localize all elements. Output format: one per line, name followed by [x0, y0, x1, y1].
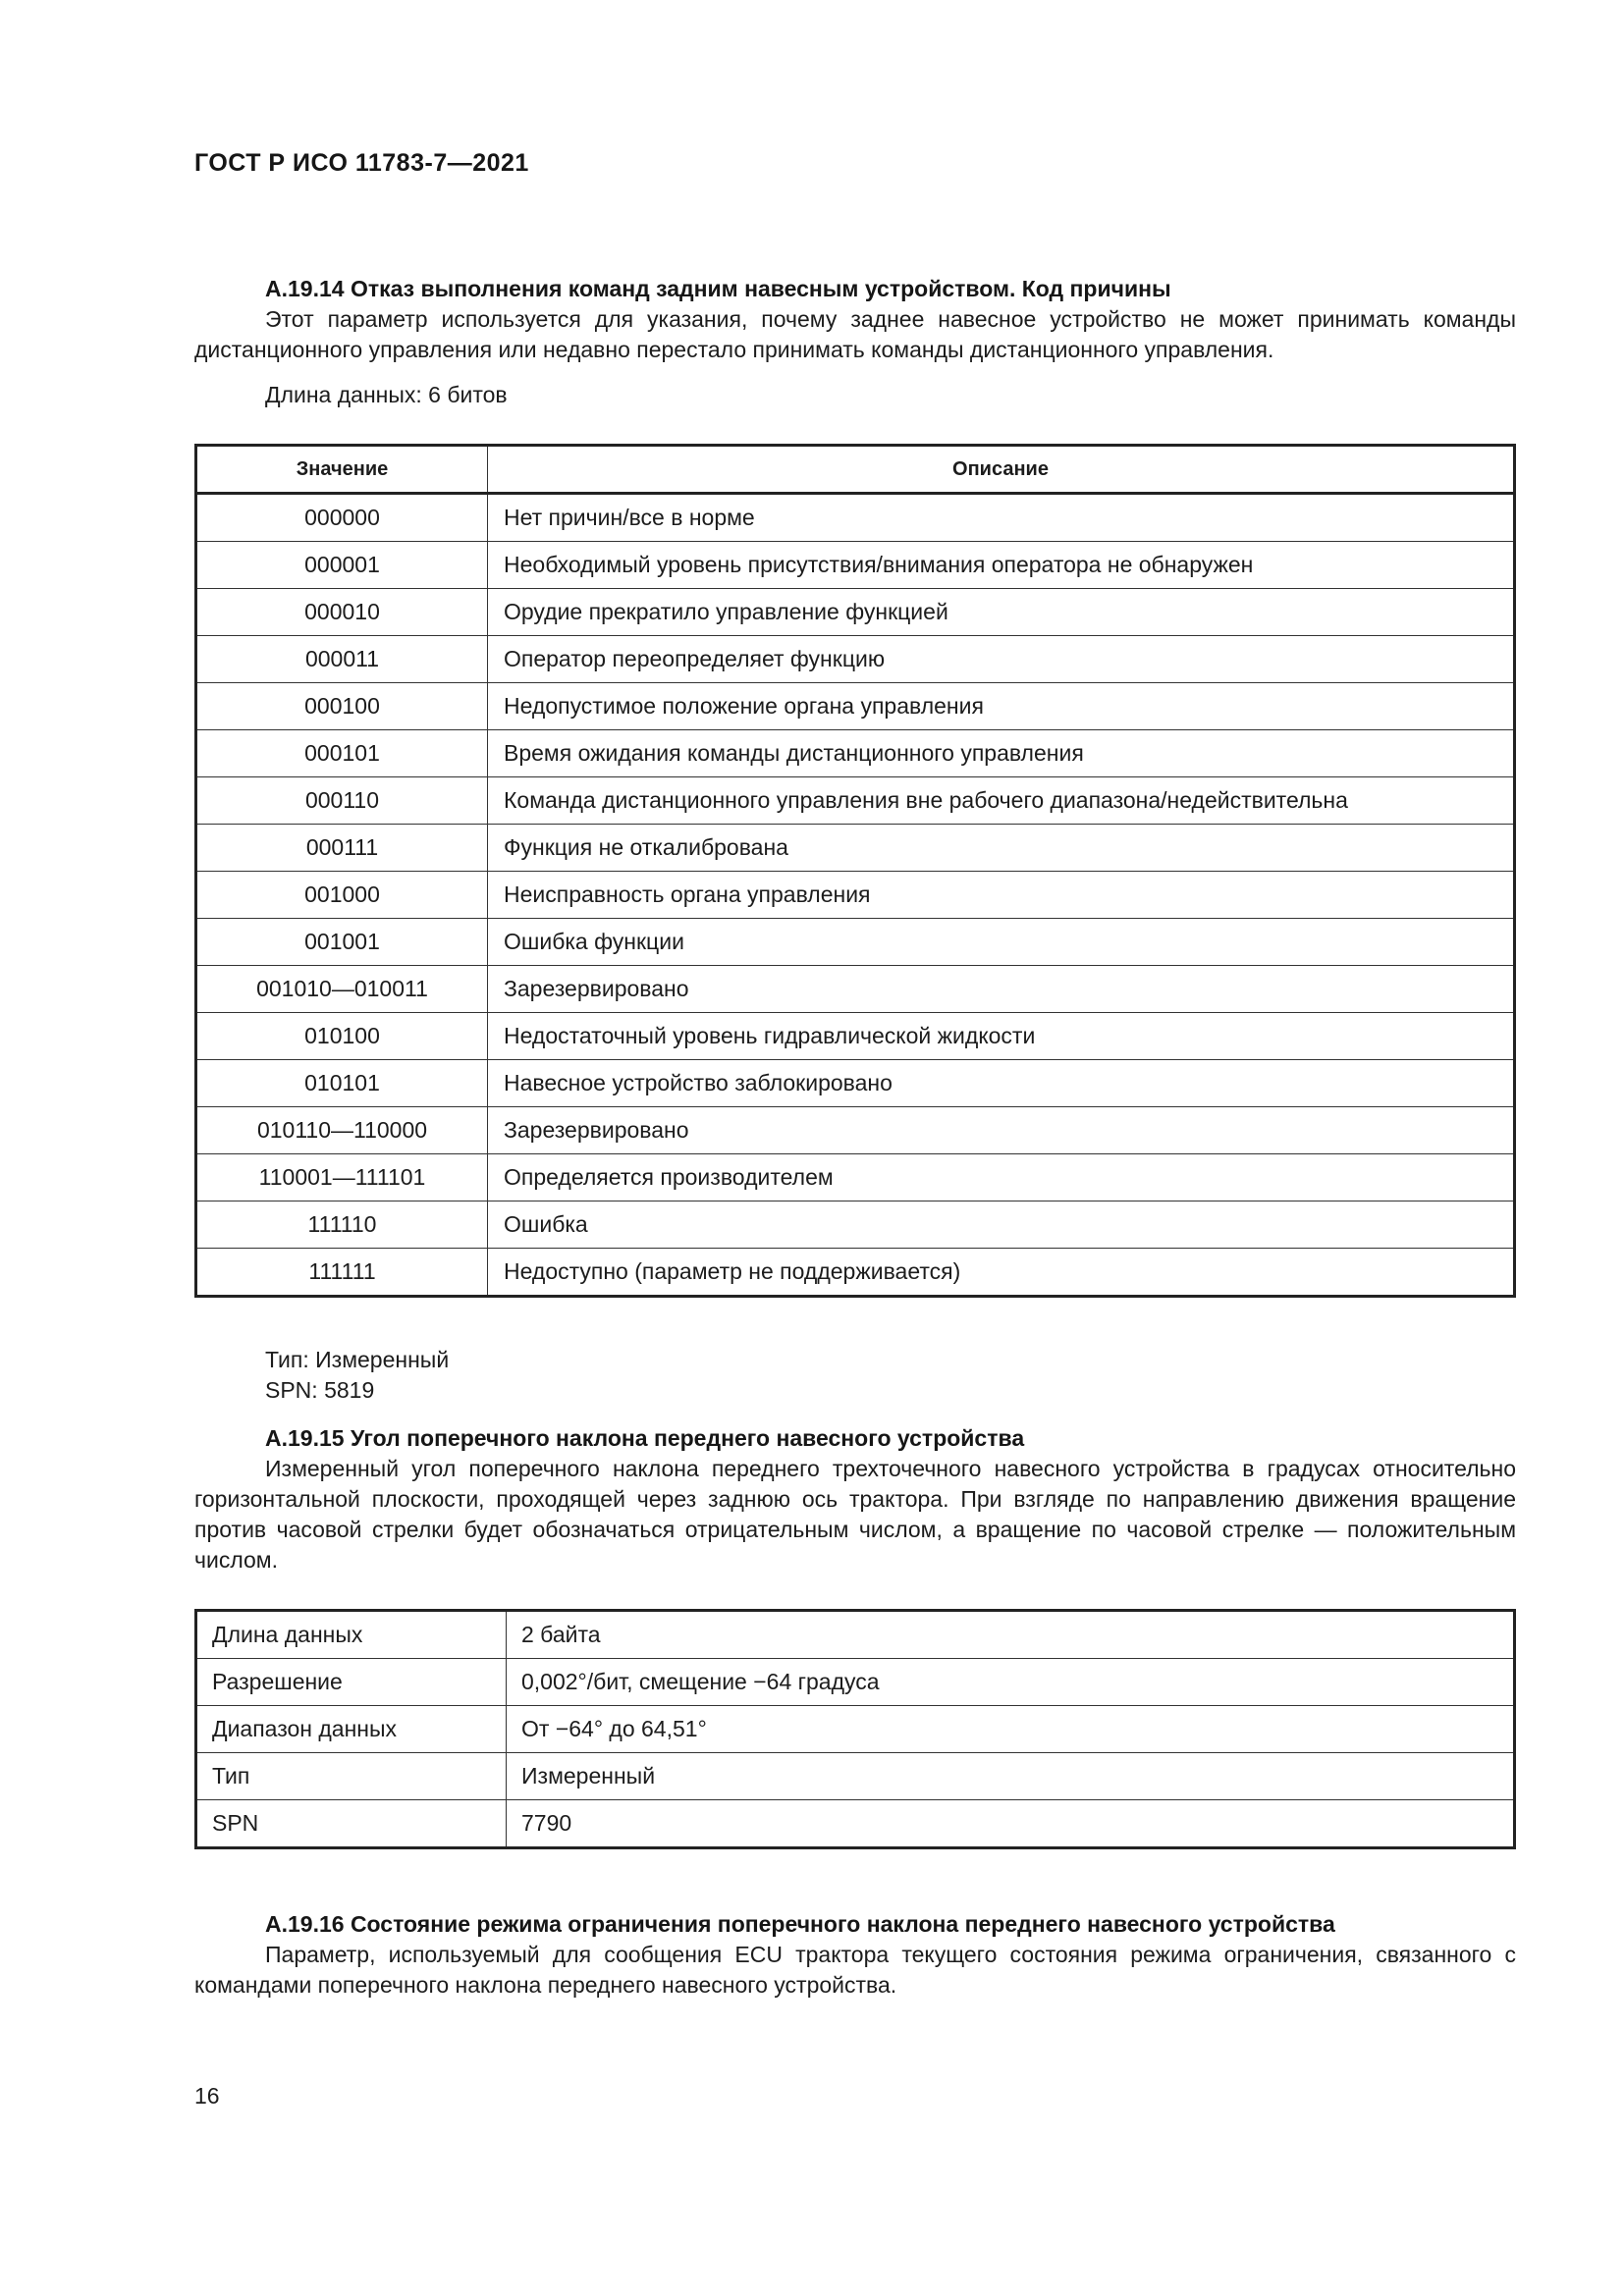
code-value-cell: 001001	[196, 919, 488, 966]
code-value-cell: 001010—010011	[196, 966, 488, 1013]
code-value-cell: 000111	[196, 825, 488, 872]
table-row	[196, 683, 1515, 730]
table-row	[196, 494, 1515, 542]
parameter-label-cell: Диапазон данных	[196, 1706, 507, 1753]
code-value-cell: 111111	[196, 1249, 488, 1297]
column-header-description: Описание	[488, 446, 1515, 494]
table-row	[196, 1706, 1515, 1753]
table-row	[196, 1800, 1515, 1848]
code-value-cell: 000101	[196, 730, 488, 777]
parameter-label-cell: Длина данных	[196, 1611, 507, 1659]
code-description-cell: Недостаточный уровень гидравлической жидкости	[488, 1013, 1515, 1060]
table-row	[196, 1753, 1515, 1800]
code-description-cell: Необходимый уровень присутствия/внимания оператора не обнаружен	[488, 542, 1515, 589]
code-value-cell: 000001	[196, 542, 488, 589]
section-paragraph: Измеренный угол поперечного наклона переднего трехточечного навесного устройства в градусах относительно горизонтальной плоскости, проходящей через заднюю ось трактора. При взгляде по направлению движения вращение против часовой стрелки будет обозначаться отрицательным числом, а вращение по часовой стрелке — положительным числом.	[194, 1456, 1516, 1573]
type-line: Тип: Измеренный	[265, 1347, 450, 1372]
section-heading: A.19.15 Угол поперечного наклона переднего навесного устройства	[265, 1425, 1025, 1451]
table-header-row	[196, 446, 1515, 494]
code-description-cell: Оператор переопределяет функцию	[488, 636, 1515, 683]
code-value-cell: 111110	[196, 1201, 488, 1249]
code-description-cell: Ошибка функции	[488, 919, 1515, 966]
parameter-value-cell: 7790	[507, 1800, 1515, 1848]
code-description-cell: Зарезервировано	[488, 966, 1515, 1013]
section-paragraph: Этот параметр используется для указания, почему заднее навесное устройство не может принимать команды дистанционного управления или недавно перестало принимать команды дистанционного управления.	[194, 306, 1516, 362]
parameter-label-cell: Разрешение	[196, 1659, 507, 1706]
code-value-cell: 010101	[196, 1060, 488, 1107]
code-description-cell: Недоступно (параметр не поддерживается)	[488, 1249, 1515, 1297]
code-description-cell: Навесное устройство заблокировано	[488, 1060, 1515, 1107]
code-description-cell: Недопустимое положение органа управления	[488, 683, 1515, 730]
reason-code-table	[194, 444, 1516, 1298]
code-value-cell: 010110—110000	[196, 1107, 488, 1154]
parameter-value-cell: 0,002°/бит, смещение −64 градуса	[507, 1659, 1515, 1706]
table-row	[196, 1201, 1515, 1249]
code-description-cell: Нет причин/все в норме	[488, 494, 1515, 542]
section-a19-14-intro	[194, 273, 1516, 410]
parameter-table-wrapper	[194, 1609, 1516, 1849]
section-heading: A.19.16 Состояние режима ограничения поперечного наклона переднего навесного устройства	[265, 1911, 1335, 1937]
data-length-line: Длина данных: 6 битов	[265, 382, 508, 407]
table-row	[196, 730, 1515, 777]
parameter-table-body	[196, 1611, 1515, 1848]
document-header: ГОСТ Р ИСО 11783-7—2021	[194, 149, 529, 177]
parameter-value-cell: Измеренный	[507, 1753, 1515, 1800]
table-row	[196, 966, 1515, 1013]
section-a19-15-intro	[194, 1422, 1516, 1575]
code-description-cell: Время ожидания команды дистанционного управления	[488, 730, 1515, 777]
code-description-cell: Функция не откалибрована	[488, 825, 1515, 872]
code-description-cell: Зарезервировано	[488, 1107, 1515, 1154]
table-row	[196, 919, 1515, 966]
reason-code-table-wrapper	[194, 444, 1516, 1298]
code-value-cell: 000011	[196, 636, 488, 683]
table-row	[196, 542, 1515, 589]
code-value-cell: 010100	[196, 1013, 488, 1060]
table-row	[196, 1611, 1515, 1659]
column-header-value: Значение	[196, 446, 488, 494]
code-value-cell: 000000	[196, 494, 488, 542]
spn-line: SPN: 5819	[265, 1377, 375, 1403]
table-row	[196, 825, 1515, 872]
table-row	[196, 872, 1515, 919]
section-paragraph: Параметр, используемый для сообщения ECU трактора текущего состояния режима ограничения, связанного с командами поперечного наклона переднего навесного устройства.	[194, 1942, 1516, 1998]
code-value-cell: 110001—111101	[196, 1154, 488, 1201]
code-description-cell: Определяется производителем	[488, 1154, 1515, 1201]
table-row	[196, 589, 1515, 636]
reason-code-table-body	[196, 494, 1515, 1297]
table-row	[196, 1249, 1515, 1297]
table-row	[196, 636, 1515, 683]
table-row	[196, 1013, 1515, 1060]
code-description-cell: Команда дистанционного управления вне рабочего диапазона/недействительна	[488, 777, 1515, 825]
table-row	[196, 1154, 1515, 1201]
section-a19-16-intro	[194, 1908, 1516, 2001]
table-row	[196, 777, 1515, 825]
section-heading: A.19.14 Отказ выполнения команд задним навесным устройством. Код причины	[265, 276, 1171, 301]
parameter-value-cell: 2 байта	[507, 1611, 1515, 1659]
parameter-value-cell: От −64° до 64,51°	[507, 1706, 1515, 1753]
page-number: 16	[194, 2083, 220, 2109]
code-description-cell: Ошибка	[488, 1201, 1515, 1249]
table-row	[196, 1659, 1515, 1706]
code-value-cell: 000110	[196, 777, 488, 825]
code-value-cell: 000010	[196, 589, 488, 636]
code-value-cell: 001000	[196, 872, 488, 919]
table-row	[196, 1060, 1515, 1107]
section-a19-14-trailer	[194, 1345, 1516, 1406]
parameter-label-cell: SPN	[196, 1800, 507, 1848]
code-description-cell: Орудие прекратило управление функцией	[488, 589, 1515, 636]
parameter-table	[194, 1609, 1516, 1849]
code-value-cell: 000100	[196, 683, 488, 730]
table-row	[196, 1107, 1515, 1154]
code-description-cell: Неисправность органа управления	[488, 872, 1515, 919]
parameter-label-cell: Тип	[196, 1753, 507, 1800]
